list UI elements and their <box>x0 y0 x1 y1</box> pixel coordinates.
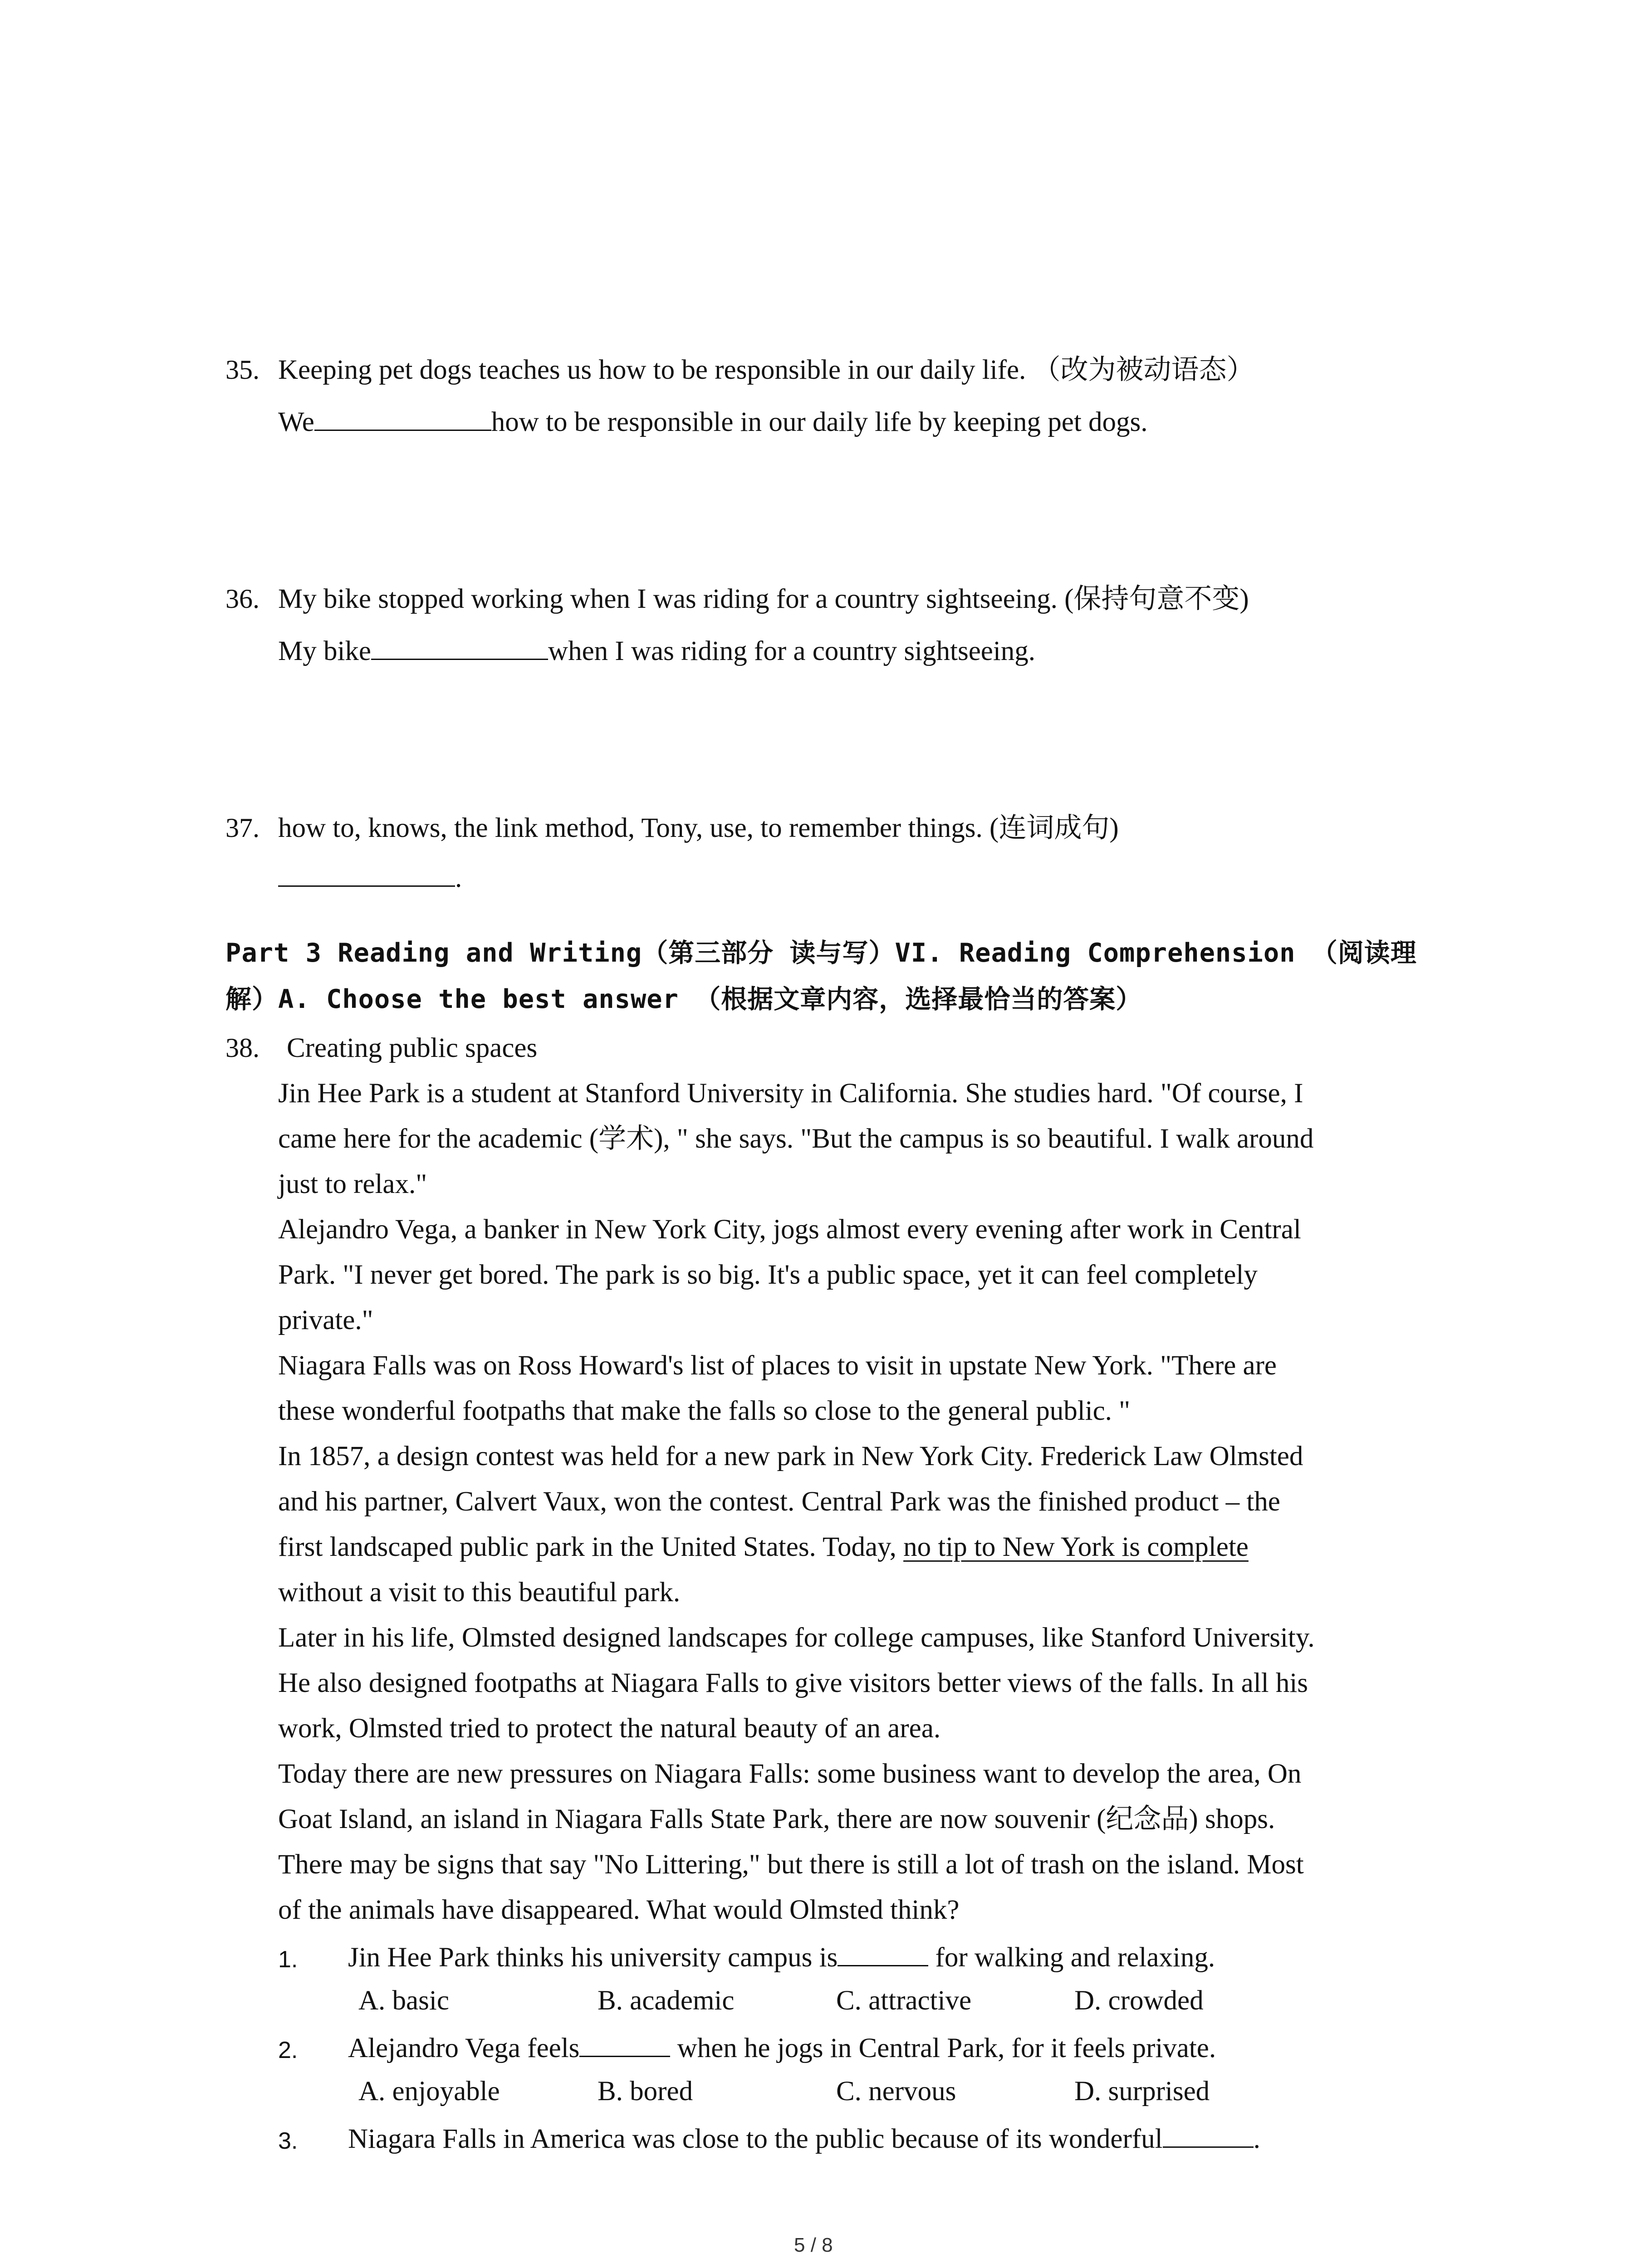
subquestion-1-stem-after: for walking and relaxing. <box>928 1942 1215 1973</box>
passage-line: just to relax." <box>278 1169 427 1199</box>
passage-title: Creating public spaces <box>287 1033 538 1063</box>
subquestion-1-number: 1. <box>278 1946 298 1973</box>
question-35-number: 35. <box>225 355 260 385</box>
subquestion-3-stem-before: Niagara Falls in America was close to the public because of its wonderful <box>348 2124 1163 2154</box>
passage-line: came here for the academic (学术), " she says. "But the campus is so beautiful. I walk around <box>278 1124 1314 1154</box>
subquestion-2-stem-before: Alejandro Vega feels <box>348 2033 580 2063</box>
section-heading-line-1: Part 3 Reading and Writing（第三部分 读与写）VI. Reading Comprehension （阅读理 <box>225 938 1417 968</box>
question-37-answer-line <box>278 862 462 892</box>
subquestion-3-number: 3. <box>278 2128 298 2154</box>
subquestion-2-option-b[interactable]: B. bored <box>598 2076 693 2107</box>
subquestion-2-stem <box>348 2032 1216 2062</box>
question-36-sentence: My bike stopped working when I was riding for a country sightseeing. (保持句意不变) <box>278 584 1249 614</box>
passage-line: these wonderful footpaths that make the falls so close to the general public. " <box>278 1396 1131 1426</box>
passage-line: and his partner, Calvert Vaux, won the contest. Central Park was the finished product – the <box>278 1486 1280 1517</box>
section-heading-line-2: 解）A. Choose the best answer （根据文章内容，选择最恰当的答案） <box>225 984 1142 1014</box>
q35-answer-prefix: We <box>278 407 314 437</box>
subquestion-3-stem-after: . <box>1253 2124 1260 2154</box>
subquestion-1-blank[interactable] <box>838 1941 928 1966</box>
question-35-sentence: Keeping pet dogs teaches us how to be responsible in our daily life. （改为被动语态） <box>278 355 1254 385</box>
passage-line: He also designed footpaths at Niagara Falls to give visitors better views of the falls. In all his <box>278 1668 1308 1698</box>
q37-blank[interactable] <box>278 862 455 887</box>
q36-answer-suffix: when I was riding for a country sightseeing. <box>548 636 1036 666</box>
subquestion-1-stem-before: Jin Hee Park thinks his university campus is <box>348 1942 838 1973</box>
passage-line: Park. "I never get bored. The park is so big. It's a public space, yet it can feel completely <box>278 1260 1258 1290</box>
subquestion-1-option-c[interactable]: C. attractive <box>836 1985 972 2016</box>
subquestion-3-stem <box>348 2123 1260 2153</box>
passage-line: Niagara Falls was on Ross Howard's list of places to visit in upstate New York. "There are <box>278 1350 1277 1381</box>
question-37-number: 37. <box>225 813 260 843</box>
question-37-sentence: how to, knows, the link method, Tony, use, to remember things. (连词成句) <box>278 813 1119 843</box>
question-38-number: 38. <box>225 1033 260 1063</box>
question-36-number: 36. <box>225 584 260 614</box>
passage-line: Goat Island, an island in Niagara Falls State Park, there are now souvenir (纪念品) shops. <box>278 1804 1275 1834</box>
passage-line: Alejandro Vega, a banker in New York City, jogs almost every evening after work in Central <box>278 1214 1301 1245</box>
subquestion-2-option-d[interactable]: D. surprised <box>1074 2076 1210 2107</box>
passage-line-with-underline <box>278 1533 1249 1561</box>
passage-line: Today there are new pressures on Niagara Falls: some business want to develop the area, On <box>278 1759 1302 1789</box>
passage-line: private." <box>278 1305 373 1335</box>
subquestion-2-blank[interactable] <box>579 2032 670 2057</box>
passage-line: Jin Hee Park is a student at Stanford University in California. She studies hard. "Of course, I <box>278 1078 1303 1109</box>
subquestion-1-option-d[interactable]: D. crowded <box>1074 1985 1204 2016</box>
q37-answer-suffix: . <box>455 863 462 893</box>
passage-line: In 1857, a design contest was held for a new park in New York City. Frederick Law Olmsted <box>278 1441 1303 1471</box>
question-36-answer-line <box>278 635 1035 665</box>
subquestion-2-number: 2. <box>278 2037 298 2063</box>
q36-answer-prefix: My bike <box>278 636 372 666</box>
subquestion-2-stem-after: when he jogs in Central Park, for it feels private. <box>670 2033 1216 2063</box>
page-number: 5 / 8 <box>794 2234 833 2256</box>
underlined-phrase: no tip to New York is complete <box>903 1532 1249 1562</box>
passage-line: There may be signs that say "No Littering," but there is still a lot of trash on the island. Most <box>278 1849 1304 1880</box>
subquestion-1-stem <box>348 1941 1215 1971</box>
q35-answer-suffix: how to be responsible in our daily life by keeping pet dogs. <box>491 407 1148 437</box>
q36-blank[interactable] <box>371 635 548 660</box>
subquestion-1-option-b[interactable]: B. academic <box>598 1985 735 2016</box>
passage-line: without a visit to this beautiful park. <box>278 1577 681 1608</box>
passage-line: Later in his life, Olmsted designed landscapes for college campuses, like Stanford University. <box>278 1623 1315 1653</box>
subquestion-1-option-a[interactable]: A. basic <box>358 1985 449 2016</box>
question-35-answer-line <box>278 406 1148 436</box>
subquestion-3-blank[interactable] <box>1163 2123 1254 2148</box>
passage-line-text: first landscaped public park in the United States. Today, <box>278 1532 904 1562</box>
passage-line: work, Olmsted tried to protect the natural beauty of an area. <box>278 1713 941 1744</box>
q35-blank[interactable] <box>314 406 491 431</box>
subquestion-2-option-a[interactable]: A. enjoyable <box>358 2076 500 2107</box>
subquestion-2-option-c[interactable]: C. nervous <box>836 2076 956 2107</box>
passage-line: of the animals have disappeared. What would Olmsted think? <box>278 1895 960 1925</box>
